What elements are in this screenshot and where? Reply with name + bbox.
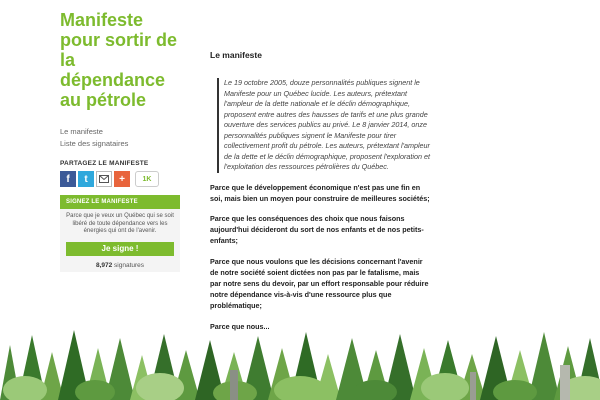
forest-illustration bbox=[0, 330, 600, 400]
site-title[interactable]: Manifeste pour sortir de la dépendance au pétrole bbox=[60, 10, 178, 110]
sidebar bbox=[60, 10, 180, 272]
sign-text: Parce que je veux un Québec qui se soit libéré de toute dépendance vers les énergies qui ont de l'avenir. bbox=[66, 213, 174, 234]
twitter-icon[interactable]: t bbox=[78, 171, 94, 187]
sign-box bbox=[60, 195, 180, 272]
manifesto-paragraph: Parce que le développement économique n'est pas une fin en soi, mais bien un moyen pour construire de meilleures sociétés; bbox=[210, 182, 430, 203]
intro-quote: Le 19 octobre 2005, douze personnalités publiques signent le Manifeste pour un Québec lucide. Les auteurs, prétextant l'ampleur de la dette nationale et le déclin démographique, proposent entre autres des hausses de tarifs et une plus grande ouverture des services publics au privé. Le 8 janvier 2014, onze personnalités publiques signent le Manifeste pour tirer collectivement profit du pétrole. Les auteurs, prétextant l'ampleur de la dette et le déclin démographique, proposent l'exploration et l'exploitation des ressources pétrolières du Québec. bbox=[217, 78, 432, 173]
signature-count-value: 8,972 bbox=[95, 261, 113, 269]
main-content bbox=[210, 50, 432, 339]
email-icon[interactable] bbox=[96, 171, 112, 187]
share-buttons bbox=[60, 171, 180, 187]
signature-count-label: signatures bbox=[114, 261, 145, 269]
nav-link-manifeste[interactable]: Le manifeste bbox=[60, 127, 103, 136]
plus-icon[interactable]: + bbox=[114, 171, 130, 187]
signature-count bbox=[60, 262, 180, 272]
sign-header: SIGNEZ LE MANIFESTE bbox=[60, 195, 180, 209]
manifesto-paragraph: Parce que nous voulons que les décisions concernant l'avenir de notre société soient dictées non pas par le fatalisme, mais par notre sens du devoir, par un effort responsable pour réduire notre dépendance vis-à-vis d'une ressource plus que problématique; bbox=[210, 256, 429, 311]
share-label: PARTAGEZ LE MANIFESTE bbox=[60, 160, 149, 167]
share-count: 1K bbox=[135, 171, 159, 187]
manifesto-paragraph: Parce que les conséquences des choix que nous faisons aujourd'hui décideront du sort de nos enfants et de nos petits-enfants; bbox=[210, 213, 424, 246]
manifesto-paragraph: Parce que nous... bbox=[210, 321, 270, 331]
email-icon-glyph bbox=[99, 175, 109, 183]
sign-button[interactable]: Je signe ! bbox=[66, 242, 174, 256]
page-title: Le manifeste bbox=[210, 50, 262, 60]
facebook-icon[interactable]: f bbox=[60, 171, 76, 187]
sidebar-nav bbox=[60, 126, 180, 150]
nav-link-signataires[interactable]: Liste des signataires bbox=[60, 139, 129, 148]
